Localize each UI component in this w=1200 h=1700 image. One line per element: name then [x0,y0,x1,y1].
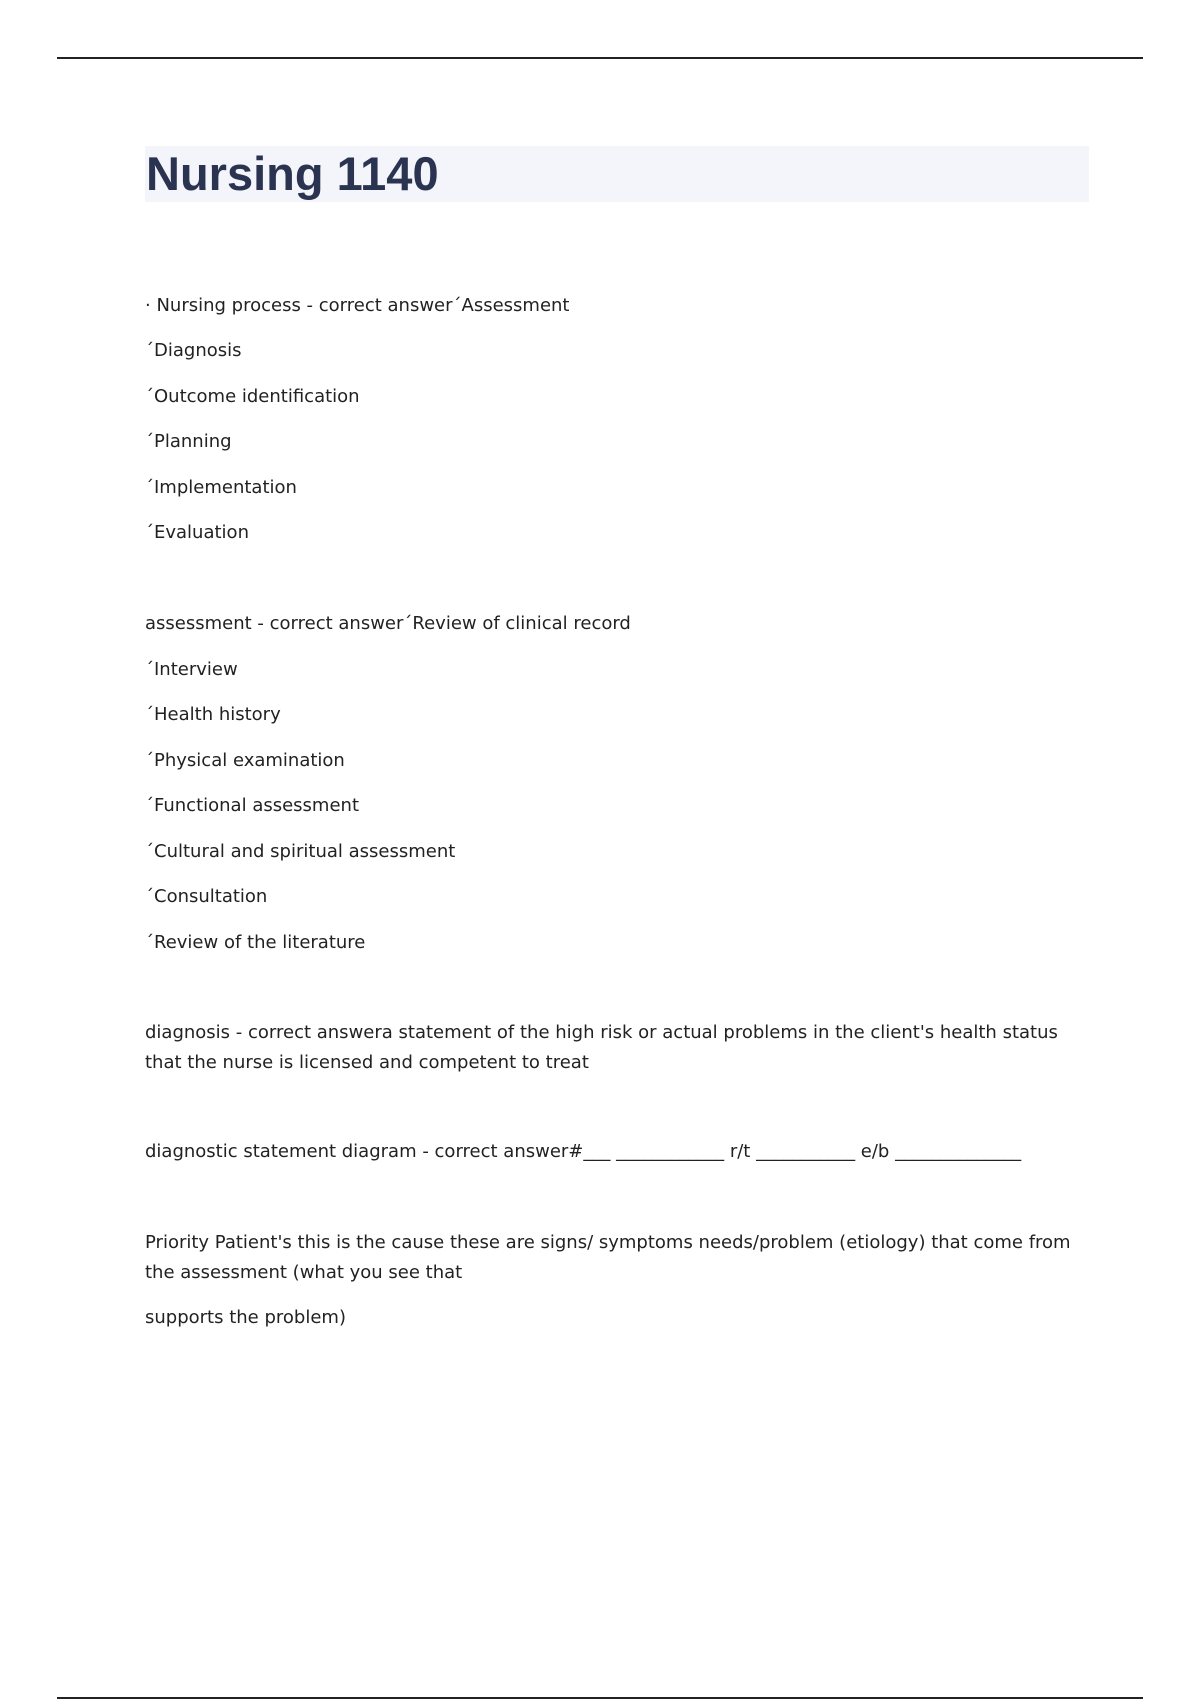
top-rule [57,57,1143,59]
diagram-line: diagnostic statement diagram - correct answer#___ ____________ r/t ___________ e/b ______________ [145,1141,1022,1162]
page-title: Nursing 1140 [146,147,439,200]
list-item: ´Outcome identification [145,386,360,407]
list-item: ´Planning [145,431,232,452]
diagnosis-paragraph: diagnosis - correct answera statement of the high risk or actual problems in the client's health status that the nurse is licensed and competent to treat [145,1022,1058,1073]
list-item: ´Consultation [145,886,268,907]
priority-continuation: supports the problem) [145,1307,346,1328]
list-item: ´Review of the literature [145,932,366,953]
list-item: ´Diagnosis [145,340,242,361]
list-item: ´Physical examination [145,750,345,771]
list-item: ´Functional assessment [145,795,360,816]
bottom-rule [57,1697,1143,1699]
list-item: ´Evaluation [145,522,249,543]
list-item: ´Cultural and spiritual assessment [145,841,456,862]
list-item: ´Health history [145,704,281,725]
priority-paragraph: Priority Patient's this is the cause these are signs/ symptoms needs/problem (etiology) that come from the assessment (what you see that [145,1232,1071,1283]
nursing-process-line: · Nursing process - correct answer´Assessment [145,295,570,316]
list-item: ´Interview [145,659,238,680]
assessment-line: assessment - correct answer´Review of clinical record [145,613,631,634]
list-item: ´Implementation [145,477,297,498]
